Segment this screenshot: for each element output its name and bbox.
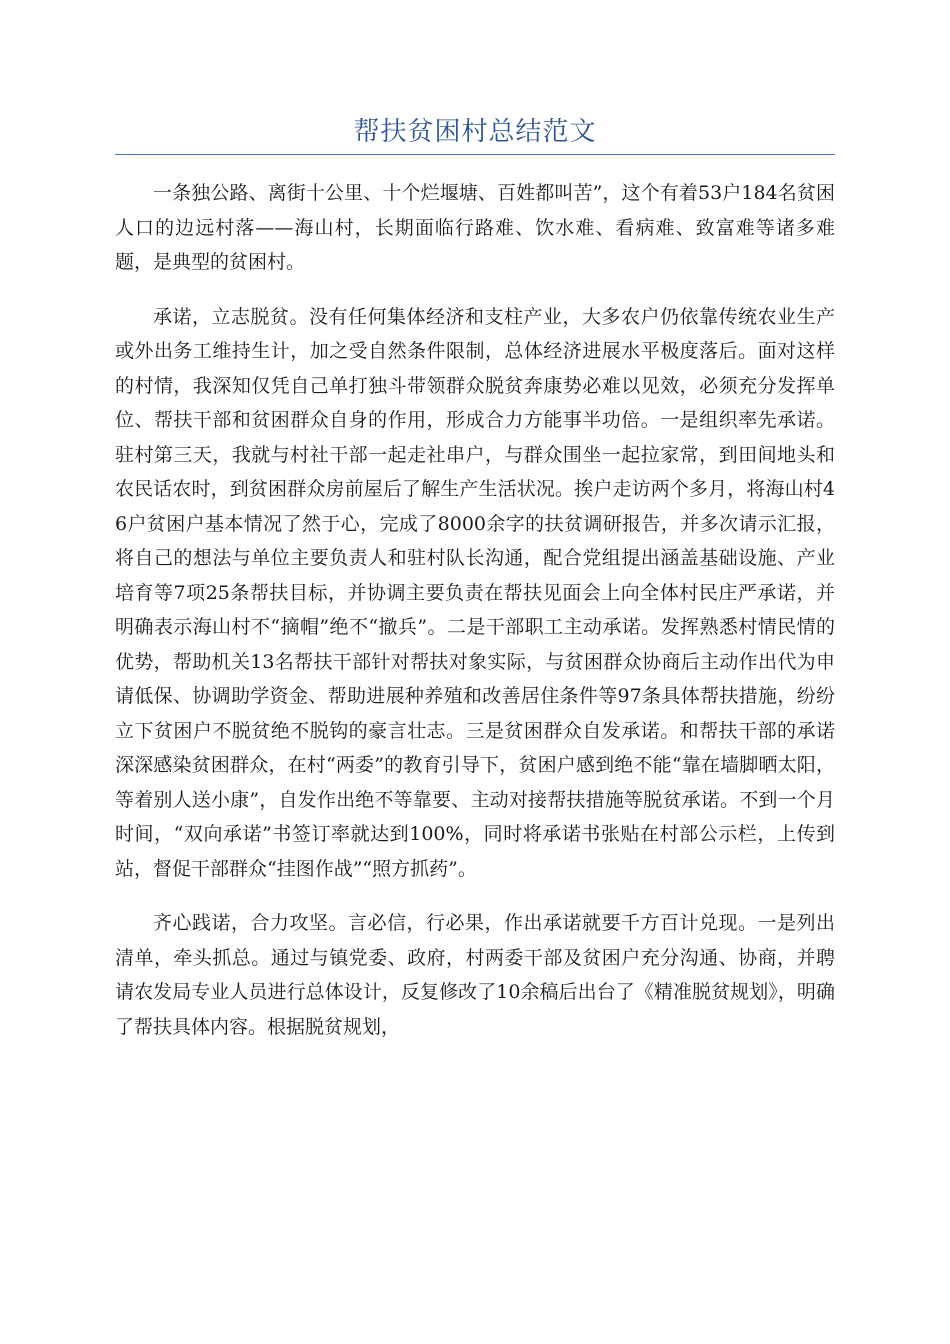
paragraph-2: 承诺，立志脱贫。没有任何集体经济和支柱产业，大多农户仍依靠传统农业生产或外出务工维持生计，加之受自然条件限制，总体经济进展水平极度落后。面对这样的村情，我深知仅凭自己单打独斗带领群众脱贫奔康势必难以见效，必须充分发挥单位、帮扶干部和贫困群众自身的作用，形成合力方能事半功倍。一是组织率先承诺。驻村第三天，我就与村社干部一起走社串户，与群众围坐一起拉家常，到田间地头和农民话农时，到贫困群众房前屋后了解生产生活状况。挨户走访两个多月，将海山村46户贫困户基本情况了然于心，完成了8000余字的扶贫调研报告，并多次请示汇报，将自己的想法与单位主要负责人和驻村队长沟通，配合党组提出涵盖基础设施、产业培育等7项25条帮扶目标，并协调主要负责在帮扶见面会上向全体村民庄严承诺，并明确表示海山村不“摘帽”绝不“撤兵”。二是干部职工主动承诺。发挥熟悉村情民情的优势，帮助机关13名帮扶干部针对帮扶对象实际，与贫困群众协商后主动作出代为申请低保、协调助学资金、帮助进展种养殖和改善居住条件等97条具体帮扶措施，纷纷立下贫困户不脱贫绝不脱钩的豪言壮志。三是贫困群众自发承诺。和帮扶干部的承诺深深感染贫困群众，在村“两委”的教育引导下，贫困户感到绝不能“靠在墙脚晒太阳，等着别人送小康”，自发作出绝不等靠要、主动对接帮扶措施等脱贫承诺。不到一个月时间，“双向承诺”书签订率就达到100%，同时将承诺书张贴在村部公示栏，上传到站，督促干部群众“挂图作战”“照方抓药”。	[115, 305, 835, 880]
title-divider	[115, 154, 835, 155]
paragraph-3: 齐心践诺，合力攻坚。言必信，行必果，作出承诺就要千方百计兑现。一是列出清单，牵头抓总。通过与镇党委、政府，村两委干部及贫困户充分沟通、协商，并聘请农发局专业人员进行总体设计，反复修改了10余稿后出台了《精准脱贫规划》，明确了帮扶具体内容。根据脱贫规划，	[115, 912, 835, 1038]
paragraph-1: 一条独公路、离街十公里、十个烂堰塘、百姓都叫苦”，这个有着53户184名贫困人口的边远村落——海山村，长期面临行路难、饮水难、看病难、致富难等诸多难题，是典型的贫困村。	[115, 182, 835, 273]
document-body	[115, 176, 835, 1064]
document-title: 帮扶贫困村总结范文	[353, 117, 597, 147]
